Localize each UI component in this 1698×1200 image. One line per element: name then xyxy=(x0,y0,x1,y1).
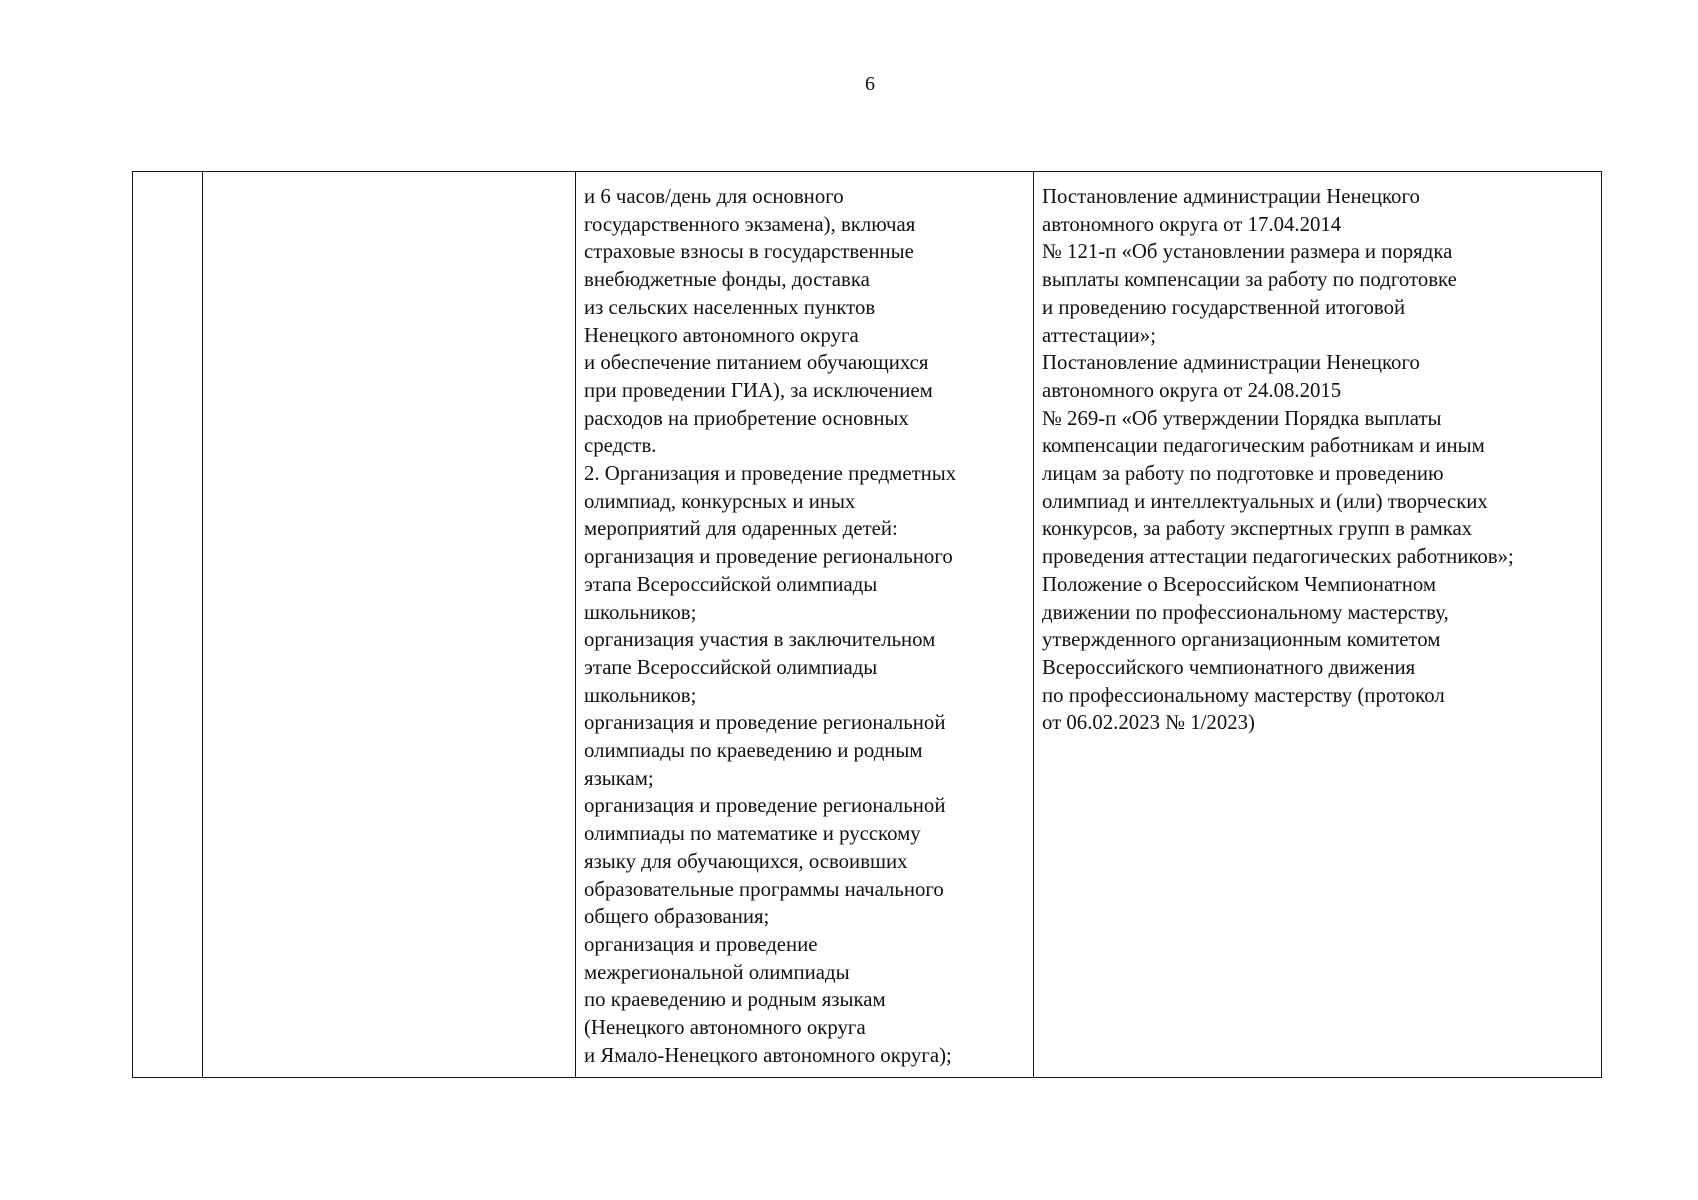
description-line: языку для обучающихся, освоивших xyxy=(584,849,908,873)
description-line: из сельских населенных пунктов xyxy=(584,295,876,319)
description-line: межрегиональной олимпиады xyxy=(584,960,850,984)
description-line: организация и проведение региональной xyxy=(584,711,946,735)
table-cell-number xyxy=(133,172,203,1078)
legal-basis-line: № 121-п «Об установлении размера и порядка xyxy=(1042,240,1453,264)
description-line: Ненецкого автономного округа xyxy=(584,323,859,347)
description-line: и 6 часов/день для основного xyxy=(584,185,844,208)
description-line: олимпиады по краеведению и родным xyxy=(584,739,923,763)
description-line: (Ненецкого автономного округа xyxy=(584,1016,866,1040)
description-line: школьников; xyxy=(584,683,697,707)
description-line: средств. xyxy=(584,434,657,458)
legal-basis-line: № 269-п «Об утверждении Порядка выплаты xyxy=(1042,406,1442,430)
legal-basis-line: компенсации педагогическим работникам и иным xyxy=(1042,434,1485,458)
description-line: расходов на приобретение основных xyxy=(584,406,909,430)
legal-basis-line: утвержденного организационным комитетом xyxy=(1042,628,1441,652)
description-line: этапа Всероссийской олимпиады xyxy=(584,572,878,596)
description-line: при проведении ГИА), за исключением xyxy=(584,378,933,402)
description-line: и Ямало-Ненецкого автономного округа); xyxy=(584,1043,952,1067)
description-line: по краеведению и родным языкам xyxy=(584,988,886,1012)
description-line: и обеспечение питанием обучающихся xyxy=(584,351,929,375)
description-line: олимпиад, конкурсных и иных xyxy=(584,489,856,513)
description-line: внебюджетные фонды, доставка xyxy=(584,268,870,292)
legal-basis-line: выплаты компенсации за работу по подготовке xyxy=(1042,268,1457,292)
legal-basis-line: Постановление администрации Ненецкого xyxy=(1042,185,1420,208)
legal-basis-line: Всероссийского чемпионатного движения xyxy=(1042,655,1416,679)
legal-basis-line: Постановление администрации Ненецкого xyxy=(1042,351,1420,375)
description-line: государственного экзамена), включая xyxy=(584,212,916,236)
legal-basis-line: от 06.02.2023 № 1/2023) xyxy=(1042,711,1255,735)
description-line: школьников; xyxy=(584,600,697,624)
description-line: организация и проведение xyxy=(584,932,818,956)
description-text xyxy=(576,183,1033,1070)
legal-basis-line: по профессиональному мастерству (протокол xyxy=(1042,683,1445,707)
legal-basis-line: аттестации»; xyxy=(1042,323,1156,347)
description-line: этапе Всероссийской олимпиады xyxy=(584,655,878,679)
legal-basis-line: конкурсов, за работу экспертных групп в рамках xyxy=(1042,517,1473,541)
legal-basis-line: проведения аттестации педагогических работников»; xyxy=(1042,545,1514,569)
description-line: организация и проведение региональной xyxy=(584,794,946,818)
legal-basis-line: и проведению государственной итоговой xyxy=(1042,295,1406,319)
table-cell-description xyxy=(576,172,1034,1078)
legal-basis-line: движении по профессиональному мастерству, xyxy=(1042,600,1449,624)
legal-basis-line: олимпиад и интеллектуальных и (или) творческих xyxy=(1042,489,1488,513)
document-table xyxy=(132,171,1602,1078)
description-line: организация участия в заключительном xyxy=(584,628,936,652)
table-row xyxy=(133,172,1602,1078)
description-line: 2. Организация и проведение предметных xyxy=(584,462,957,486)
legal-basis-line: лицам за работу по подготовке и проведению xyxy=(1042,462,1444,486)
description-line: страховые взносы в государственные xyxy=(584,240,914,264)
table-cell-legal-basis xyxy=(1034,172,1602,1078)
description-line: языкам; xyxy=(584,766,654,790)
description-line: олимпиады по математике и русскому xyxy=(584,822,921,846)
legal-basis-text xyxy=(1034,183,1601,737)
table-cell-name xyxy=(203,172,576,1078)
description-line: мероприятий для одаренных детей: xyxy=(584,517,898,541)
description-line: общего образования; xyxy=(584,905,770,929)
description-line: образовательные программы начального xyxy=(584,877,944,901)
page-number: 6 xyxy=(865,73,875,95)
description-line: организация и проведение регионального xyxy=(584,545,953,569)
legal-basis-line: автономного округа от 24.08.2015 xyxy=(1042,378,1342,402)
legal-basis-line: Положение о Всероссийском Чемпионатном xyxy=(1042,572,1437,596)
legal-basis-line: автономного округа от 17.04.2014 xyxy=(1042,212,1342,236)
